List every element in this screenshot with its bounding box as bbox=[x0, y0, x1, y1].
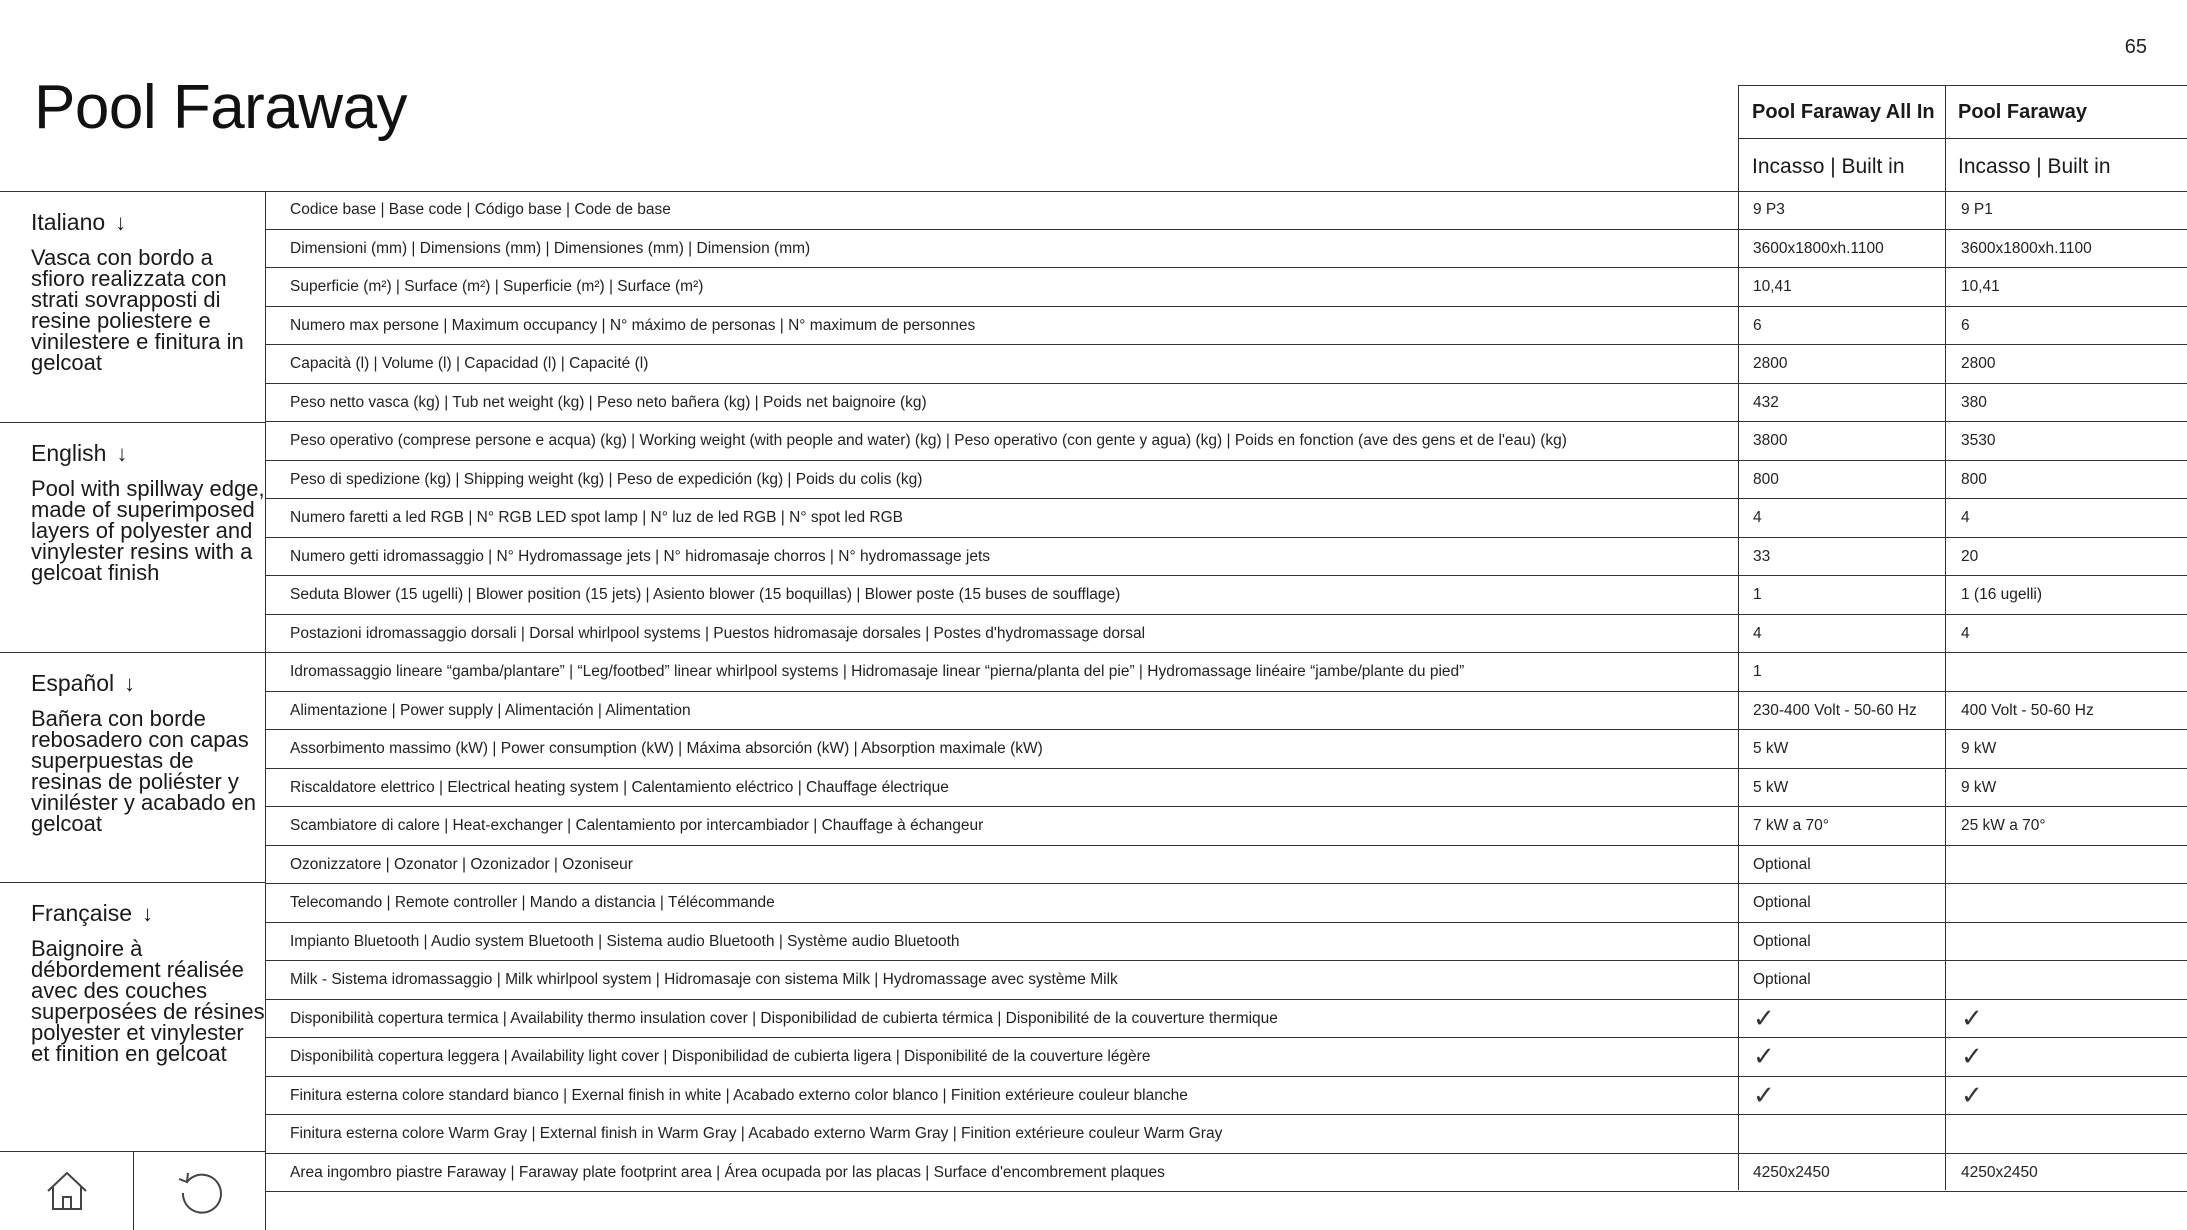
language-title-text: Español bbox=[31, 670, 115, 696]
language-section-francaise bbox=[0, 882, 265, 1151]
spec-value-all-in: Optional bbox=[1753, 894, 1811, 911]
spec-value-faraway bbox=[1961, 961, 2181, 999]
spec-value-faraway: 800 bbox=[1961, 470, 1987, 488]
spec-value-all-in: 9 P3 bbox=[1753, 201, 1785, 218]
spec-value-all-in: 3600x1800xh.1100 bbox=[1753, 239, 1884, 257]
spec-label: Peso di spedizione (kg) | Shipping weight (kg) | Peso de expedición (kg) | Poids du colis (kg) bbox=[290, 470, 923, 488]
spec-label: Impianto Bluetooth | Audio system Bluetooth | Sistema audio Bluetooth | Système audio Bluetooth bbox=[290, 932, 960, 950]
spec-value-faraway: 9 kW bbox=[1961, 740, 1997, 757]
language-description: Pool with spillway edge, made of superimposed layers of polyester and vinylester resins with a gelcoat finish bbox=[31, 476, 265, 585]
spec-value-all-in: 5 kW bbox=[1753, 778, 1789, 796]
spec-value-all-in: 432 bbox=[1753, 393, 1779, 411]
table-row bbox=[265, 1038, 2187, 1077]
spec-label: Ozonizzatore | Ozonator | Ozonizador | Ozoniseur bbox=[290, 855, 633, 873]
table-row bbox=[265, 499, 2187, 538]
check-icon: ✓ bbox=[1753, 1002, 1775, 1033]
spec-value-all-in: 2800 bbox=[1753, 355, 1788, 372]
home-button[interactable] bbox=[0, 1151, 133, 1230]
language-description: Bañera con borde rebosadero con capas superpuestas de resinas de poliéster y viniléster y acabado en gelcoat bbox=[31, 706, 257, 836]
table-row bbox=[265, 846, 2187, 885]
spec-value-faraway: 6 bbox=[1961, 316, 1970, 334]
back-button[interactable] bbox=[134, 1151, 265, 1230]
language-title[interactable] bbox=[31, 440, 127, 467]
spec-value-faraway: 4 bbox=[1961, 624, 1970, 642]
spec-label: Riscaldatore elettrico | Electrical heating system | Calentamiento eléctrico | Chauffage électrique bbox=[290, 778, 949, 796]
spec-value-faraway bbox=[1961, 884, 2181, 922]
spec-value-all-in: Optional bbox=[1753, 855, 1811, 873]
table-row bbox=[265, 576, 2187, 615]
spec-value-all-in: 1 bbox=[1753, 586, 1762, 603]
spec-label: Numero getti idromassaggio | N° Hydromassage jets | N° hidromasaje chorros | N° hydromassage jets bbox=[290, 547, 991, 565]
spec-value-all-in: 6 bbox=[1753, 316, 1762, 334]
spec-value-faraway: 1 (16 ugelli) bbox=[1961, 586, 2042, 603]
spec-value-all-in: 10,41 bbox=[1753, 278, 1792, 295]
table-row bbox=[265, 884, 2187, 923]
spec-value-faraway: 25 kW a 70° bbox=[1961, 817, 2046, 834]
language-section-italiano bbox=[0, 191, 265, 422]
spec-value-faraway: 380 bbox=[1961, 393, 1987, 411]
spec-value-faraway: 3530 bbox=[1961, 432, 1996, 449]
language-title[interactable] bbox=[31, 900, 153, 927]
language-title-text: Française bbox=[31, 900, 132, 926]
spec-label: Capacità (l) | Volume (l) | Capacidad (l) | Capacité (l) bbox=[290, 355, 649, 372]
spec-label: Scambiatore di calore | Heat-exchanger | Calentamiento por intercambiador | Chauffage à échangeur bbox=[290, 817, 984, 834]
spec-label: Idromassaggio lineare “gamba/plantare” | “Leg/footbed” linear whirlpool systems | Hidromasaje linear “pierna/planta del pie” | Hydromassage linéaire “jambe/plante du pied” bbox=[290, 663, 1465, 680]
spec-value-faraway: 9 kW bbox=[1961, 778, 1997, 796]
spec-value-all-in: 33 bbox=[1753, 547, 1771, 565]
table-row bbox=[265, 692, 2187, 731]
arrow-down-icon: ↓ bbox=[115, 210, 127, 235]
spec-label: Seduta Blower (15 ugelli) | Blower position (15 jets) | Asiento blower (15 boquillas) | Blower poste (15 buses de soufflage) bbox=[290, 586, 1121, 603]
spec-value-all-in: Optional bbox=[1753, 971, 1811, 988]
table-row bbox=[265, 1115, 2187, 1154]
spec-value-faraway bbox=[1961, 653, 2181, 691]
arrow-down-icon: ↓ bbox=[141, 901, 153, 926]
spec-value-all-in: 5 kW bbox=[1753, 740, 1789, 757]
spec-label: Codice base | Base code | Código base | Code de base bbox=[290, 201, 671, 218]
table-row bbox=[265, 1154, 2187, 1193]
table-row bbox=[265, 769, 2187, 808]
page-number: 65 bbox=[2124, 36, 2147, 58]
check-icon: ✓ bbox=[1753, 1041, 1775, 1071]
table-row bbox=[265, 461, 2187, 500]
language-section-espanol bbox=[0, 652, 265, 883]
spec-value-faraway: 3600x1800xh.1100 bbox=[1961, 239, 2092, 257]
table-row bbox=[265, 538, 2187, 577]
language-title[interactable] bbox=[31, 209, 126, 236]
spec-label: Alimentazione | Power supply | Alimentación | Alimentation bbox=[290, 701, 691, 719]
spec-value-all-in bbox=[1753, 1115, 1943, 1153]
table-row bbox=[265, 730, 2187, 769]
back-icon bbox=[175, 1167, 225, 1215]
check-icon: ✓ bbox=[1961, 1079, 1983, 1110]
language-title[interactable] bbox=[31, 670, 135, 697]
product-column-all-in bbox=[1738, 86, 1946, 192]
spec-value-all-in: 4250x2450 bbox=[1753, 1163, 1830, 1181]
table-row bbox=[265, 191, 2187, 230]
spec-label: Peso netto vasca (kg) | Tub net weight (kg) | Peso neto bañera (kg) | Poids net baignoire (kg) bbox=[290, 393, 927, 411]
table-row bbox=[265, 1077, 2187, 1116]
spec-label: Postazioni idromassaggio dorsali | Dorsal whirlpool systems | Puestos hidromasaje dorsales | Postes d'hydromassage dorsal bbox=[290, 624, 1146, 642]
arrow-down-icon: ↓ bbox=[124, 671, 136, 696]
spec-label: Superficie (m²) | Surface (m²) | Superficie (m²) | Surface (m²) bbox=[290, 278, 704, 295]
table-row bbox=[265, 345, 2187, 384]
spec-label: Finitura esterna colore Warm Gray | External finish in Warm Gray | Acabado externo Warm Gray | Finition extérieure couleur Warm Gray bbox=[290, 1125, 1223, 1142]
language-title-text: Italiano bbox=[31, 209, 106, 235]
table-row bbox=[265, 230, 2187, 269]
spec-label: Finitura esterna colore standard bianco | Exernal finish in white | Acabado externo color blanco | Finition extérieure couleur blanche bbox=[290, 1086, 1188, 1104]
table-row bbox=[265, 807, 2187, 846]
spec-value-all-in: 230-400 Volt - 50-60 Hz bbox=[1753, 701, 1917, 719]
language-description: Vasca con bordo a sfioro realizzata con strati sovrapposti di resine poliestere e vinilestere e finitura in gelcoat bbox=[31, 245, 244, 375]
spec-label: Disponibilità copertura leggera | Availability light cover | Disponibilidad de cubierta ligera | Disponibilité de la couverture légère bbox=[290, 1048, 1151, 1065]
table-row bbox=[265, 422, 2187, 461]
spec-value-faraway: 4250x2450 bbox=[1961, 1163, 2038, 1181]
spec-label: Dimensioni (mm) | Dimensions (mm) | Dimensiones (mm) | Dimension (mm) bbox=[290, 239, 811, 257]
spec-value-all-in: 800 bbox=[1753, 470, 1779, 488]
product-column-faraway bbox=[1945, 86, 2187, 192]
spec-label: Numero faretti a led RGB | N° RGB LED spot lamp | N° luz de led RGB | N° spot led RGB bbox=[290, 509, 904, 526]
spec-value-faraway: 2800 bbox=[1961, 355, 1996, 372]
table-row bbox=[265, 653, 2187, 692]
language-description: Baignoire à débordement réalisée avec des couches superposées de résines polyester et vinylester et finition en gelcoat bbox=[31, 936, 265, 1066]
home-icon bbox=[44, 1169, 90, 1213]
bottom-nav bbox=[0, 1151, 265, 1230]
table-row bbox=[265, 615, 2187, 654]
spec-value-all-in: 4 bbox=[1753, 509, 1762, 526]
spec-value-faraway: 9 P1 bbox=[1961, 201, 1993, 218]
spec-label: Milk - Sistema idromassaggio | Milk whirlpool system | Hidromasaje con sistema Milk | Hydromassage avec système Milk bbox=[290, 971, 1118, 988]
page-title: Pool Faraway bbox=[34, 73, 408, 142]
check-icon: ✓ bbox=[1753, 1079, 1775, 1110]
table-row bbox=[265, 961, 2187, 1000]
spec-label: Numero max persone | Maximum occupancy | N° máximo de personas | N° maximum de personnes bbox=[290, 316, 976, 334]
product-name: Pool Faraway All In bbox=[1739, 86, 1945, 139]
spec-value-all-in: 7 kW a 70° bbox=[1753, 817, 1829, 834]
spec-value-all-in: 4 bbox=[1753, 624, 1762, 642]
spec-value-faraway bbox=[1961, 923, 2181, 961]
product-name: Pool Faraway bbox=[1945, 86, 2187, 139]
spec-table bbox=[265, 191, 2187, 1192]
spec-value-all-in: 1 bbox=[1753, 663, 1762, 680]
check-icon: ✓ bbox=[1961, 1002, 1983, 1033]
spec-value-faraway: 4 bbox=[1961, 509, 1970, 526]
spec-value-faraway: 400 Volt - 50-60 Hz bbox=[1961, 701, 2094, 719]
product-type: Incasso | Built in bbox=[1752, 155, 1905, 178]
spec-value-faraway: 20 bbox=[1961, 547, 1979, 565]
table-row bbox=[265, 1000, 2187, 1039]
language-section-english bbox=[0, 422, 265, 653]
table-row bbox=[265, 307, 2187, 346]
check-icon: ✓ bbox=[1961, 1041, 1983, 1071]
spec-label: Disponibilità copertura termica | Availability thermo insulation cover | Disponibilidad de cubierta térmica | Disponibilité de la couverture thermique bbox=[290, 1009, 1278, 1027]
product-type: Incasso | Built in bbox=[1958, 155, 2111, 178]
spec-label: Assorbimento massimo (kW) | Power consumption (kW) | Máxima absorción (kW) | Absorption maximale (kW) bbox=[290, 740, 1043, 757]
spec-value-faraway: 10,41 bbox=[1961, 278, 2000, 295]
spec-label: Peso operativo (comprese persone e acqua) (kg) | Working weight (with people and water) (kg) | Peso operativo (con gente y agua) (kg) | Poids en fonction (ave des gens et de l'eau) (kg) bbox=[290, 432, 1567, 449]
spec-value-all-in: Optional bbox=[1753, 932, 1811, 950]
spec-label: Telecomando | Remote controller | Mando a distancia | Télécommande bbox=[290, 894, 775, 911]
table-row bbox=[265, 384, 2187, 423]
spec-value-faraway bbox=[1961, 1115, 2181, 1153]
spec-label: Area ingombro piastre Faraway | Faraway plate footprint area | Área ocupada por las placas | Surface d'encombrement plaques bbox=[290, 1163, 1165, 1181]
product-header bbox=[1738, 85, 2187, 192]
table-row bbox=[265, 268, 2187, 307]
arrow-down-icon: ↓ bbox=[116, 441, 128, 466]
language-title-text: English bbox=[31, 440, 107, 466]
spec-value-all-in: 3800 bbox=[1753, 432, 1788, 449]
spec-value-faraway bbox=[1961, 846, 2181, 884]
table-row bbox=[265, 923, 2187, 962]
